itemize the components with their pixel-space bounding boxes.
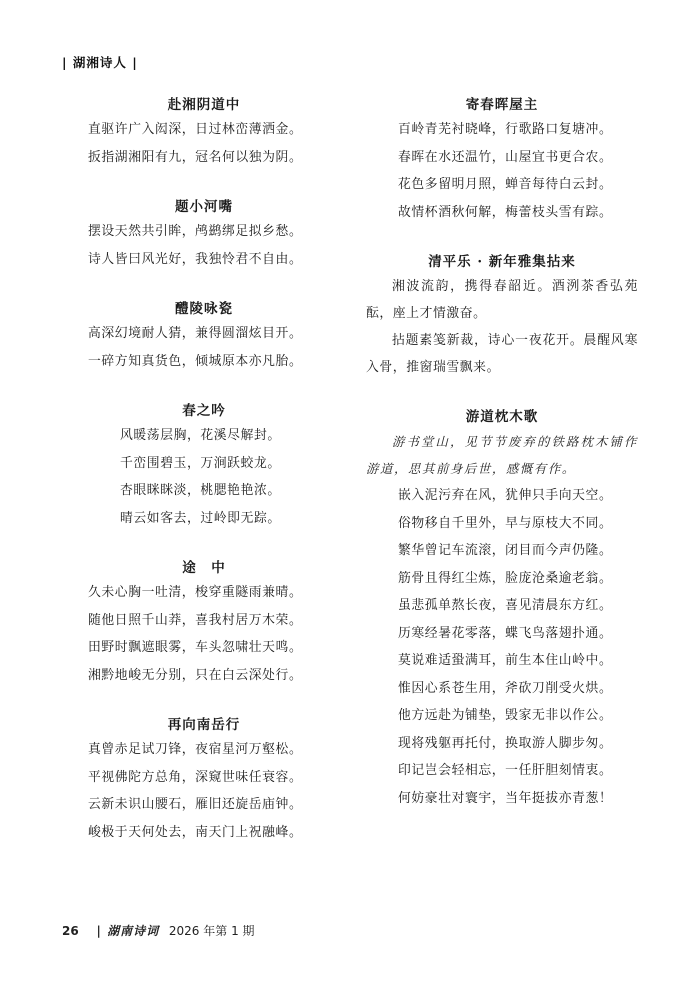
section-header: | 湖湘诗人 | — [62, 55, 138, 70]
poem — [366, 406, 638, 812]
poem-line: 繁华曾记车流滚，闭目而今声仍隆。 — [398, 543, 613, 558]
left-column — [88, 94, 320, 846]
poem-line: 俗物移自千里外，早与原枝大不同。 — [398, 515, 613, 531]
poem-line: 摆设天然共引眸，鸬鹚绑足拟乡愁。 — [88, 224, 303, 239]
poem-line: 扳指湖湘阳有九，冠名何以独为阴。 — [88, 149, 303, 165]
poem — [88, 400, 320, 532]
poem-title: 春之吟 — [182, 403, 226, 419]
poem-line: 直驱许广入闳深，日过林峦薄洒金。 — [88, 122, 303, 137]
poem-title: 赴湘阴道中 — [167, 97, 241, 113]
poem — [88, 94, 320, 171]
poem-title: 醴陵咏瓷 — [175, 301, 233, 317]
ci-stanza: 湘波流韵，携得春韶近。酒洌茶香弘苑酝，座上才情激奋。 — [366, 279, 638, 321]
poem-line: 风暖荡层胸，花溪尽解封。 — [120, 428, 281, 443]
poem-line: 田野时飘遮眼雾，车头忽啸壮天鸣。 — [88, 640, 303, 655]
poem-title: 再向南岳行 — [167, 717, 241, 733]
poem-line: 真曾赤足试刀锋，夜宿星河万壑松。 — [88, 742, 303, 757]
poem-title: 途 中 — [182, 560, 226, 576]
poem-line: 湘黔地峻无分别，只在白云深处行。 — [88, 667, 303, 683]
poem-line: 虽悲孤单熬长夜，喜见清晨东方红。 — [398, 598, 613, 613]
poem-line: 千峦围碧玉，万涧跃蛟龙。 — [120, 455, 281, 471]
page-number: 26 — [62, 924, 79, 938]
poem-line: 何妨豪壮对寰宇，当年挺拔亦青葱！ — [398, 790, 613, 806]
poem-line: 诗人皆曰风光好，我独怜君不自由。 — [88, 251, 303, 267]
poem-line: 一碎方知真货色，倾城原本亦凡胎。 — [88, 353, 303, 369]
issue-label: 2026 年第 1 期 — [168, 924, 255, 938]
poem-line: 云新未识山腰石，雁旧还旋岳庙钟。 — [88, 797, 303, 812]
poem — [88, 196, 320, 273]
poem-line: 百岭青芜衬晓峰，行歌路口复塘冲。 — [398, 122, 613, 137]
page-footer — [62, 922, 255, 939]
poem-line: 晴云如客去，过岭即无踪。 — [120, 510, 281, 526]
poem-line: 久未心胸一吐清，梭穿重隧雨兼晴。 — [88, 585, 303, 600]
poem-line: 随他日照千山莽，喜我村居万木荣。 — [88, 612, 303, 628]
poem-line: 高深幻境耐人猜，兼得圆溜炫目开。 — [88, 326, 303, 341]
poem — [88, 298, 320, 375]
poem-title: 寄春晖屋主 — [465, 97, 539, 113]
poem-line: 莫说难适蛩满耳，前生本住山岭中。 — [398, 653, 613, 668]
magazine-name: | 湖南诗词 — [96, 924, 160, 938]
poem-title: 游道枕木歌 — [465, 409, 539, 425]
poem — [88, 557, 320, 689]
poem-line: 杏眼眯眯淡，桃腮艳艳浓。 — [120, 483, 281, 498]
poem — [366, 94, 638, 226]
ci-stanza: 拈题素笺新裁，诗心一夜花开。晨醒风寒入骨，推窗瑞雪飘来。 — [366, 333, 638, 375]
poem-line: 故情杯酒秋何解，梅蕾枝头雪有踪。 — [398, 204, 613, 220]
poem — [88, 714, 320, 846]
poem-line: 筋骨且得红尘炼，脸庞沧桑逾老翁。 — [398, 570, 613, 586]
poem-preface: 游书堂山，见节节废弃的铁路枕木铺作游道，思其前身后世，感慨有作。 — [366, 434, 638, 476]
poem — [366, 251, 638, 381]
poem-title: 清平乐 · 新年雅集拈来 — [428, 254, 576, 270]
poem-line: 峻极于天何处去，南天门上祝融峰。 — [88, 824, 303, 840]
poem-line: 平视佛陀方总角，深窥世味任衰容。 — [88, 769, 303, 785]
right-column — [366, 94, 638, 812]
poem-line: 印记岂会轻相忘，一任肝胆刻情衷。 — [398, 763, 613, 778]
poem-line: 春晖在水还温竹，山屋宜书更合农。 — [398, 149, 613, 165]
poem-title: 题小河嘴 — [175, 199, 233, 215]
poem-line: 现将残躯再托付，换取游人脚步匆。 — [398, 735, 613, 751]
poem-line: 惟因心系苍生用，斧砍刀削受火烘。 — [398, 680, 613, 696]
poem-line: 他方远赴为铺垫，毁家无非以作公。 — [398, 708, 613, 723]
poem-line: 历寒经暑花零落，蝶飞鸟落翅扑通。 — [398, 625, 613, 641]
poem-line: 嵌入泥污弃在风，犹伸只手向天空。 — [398, 488, 613, 503]
poem-line: 花色多留明月照，蝉音每待白云封。 — [398, 177, 613, 192]
